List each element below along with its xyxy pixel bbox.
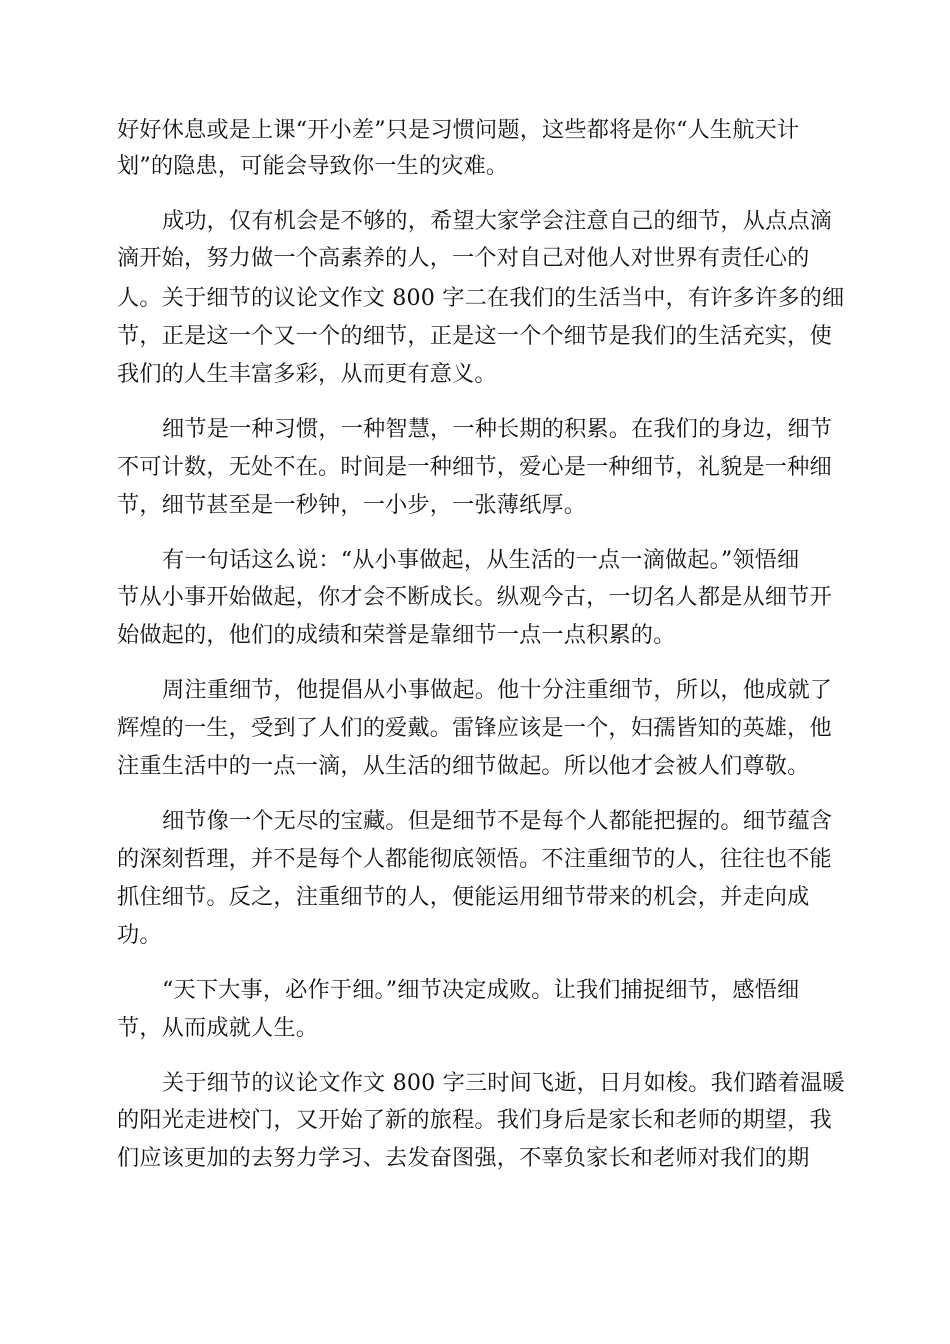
text-line: 始做起的，他们的成绩和荣誉是靠细节一点一点积累的。	[117, 622, 676, 648]
text-line: 的深刻哲理，并不是每个人都能彻底领悟。不注重细节的人，往往也不能	[117, 846, 832, 872]
text-line: 功。	[117, 922, 162, 948]
text-line: 人。关于细节的议论文作文 800 字二在我们的生活当中，有许多许多的细	[117, 285, 845, 311]
paragraph-first-line: “天下大事，必作于细。”细节决定成败。让我们捕捉细节，感悟细	[162, 977, 800, 1003]
paragraph-first-line: 周注重细节，他提倡从小事做起。他十分注重细节，所以，他成就了	[162, 677, 833, 703]
text-line: 节，从而成就人生。	[117, 1015, 319, 1041]
paragraph-first-line: 细节是一种习惯，一种智慧，一种长期的积累。在我们的身边，细节	[162, 416, 833, 442]
text-line: 滴开始，努力做一个高素养的人，一个对自己对他人对世界有责任心的	[117, 245, 810, 271]
paragraph-first-line: 有一句话这么说：“从小事做起，从生活的一点一滴做起。”领悟细	[162, 547, 800, 573]
paragraph-first-line: 成功，仅有机会是不够的，希望大家学会注意自己的细节，从点点滴	[162, 208, 833, 234]
text-line: 节从小事开始做起，你才会不断成长。纵观今古，一切名人都是从细节开	[117, 584, 832, 610]
text-line: 注重生活中的一点一滴，从生活的细节做起。所以他才会被人们尊敬。	[117, 753, 810, 779]
text-line: 辉煌的一生，受到了人们的爱戴。雷锋应该是一个，妇孺皆知的英雄，他	[117, 715, 832, 741]
text-line: 节，正是这一个又一个的细节，正是这一个个细节是我们的生活充实，使	[117, 323, 832, 349]
text-line: 好好休息或是上课“开小差”只是习惯问题，这些都将是你“人生航天计	[117, 117, 800, 143]
text-line: 节，细节甚至是一秒钟，一小步，一张薄纸厚。	[117, 492, 587, 518]
text-line: 划”的隐患，可能会导致你一生的灾难。	[117, 153, 509, 179]
paragraph-first-line: 细节像一个无尽的宝藏。但是细节不是每个人都能把握的。细节蕴含	[162, 808, 833, 834]
text-line: 我们的人生丰富多彩，从而更有意义。	[117, 361, 497, 387]
text-line: 们应该更加的去努力学习、去发奋图强，不辜负家长和老师对我们的期	[117, 1145, 810, 1171]
text-line: 的阳光走进校门，又开始了新的旅程。我们身后是家长和老师的期望，我	[117, 1107, 832, 1133]
paragraph-first-line: 关于细节的议论文作文 800 字三时间飞逝，日月如梭。我们踏着温暖	[162, 1070, 845, 1096]
text-line: 抓住细节。反之，注重细节的人，便能运用细节带来的机会，并走向成	[117, 884, 810, 910]
text-line: 不可计数，无处不在。时间是一种细节，爱心是一种细节，礼貌是一种细	[117, 454, 832, 480]
